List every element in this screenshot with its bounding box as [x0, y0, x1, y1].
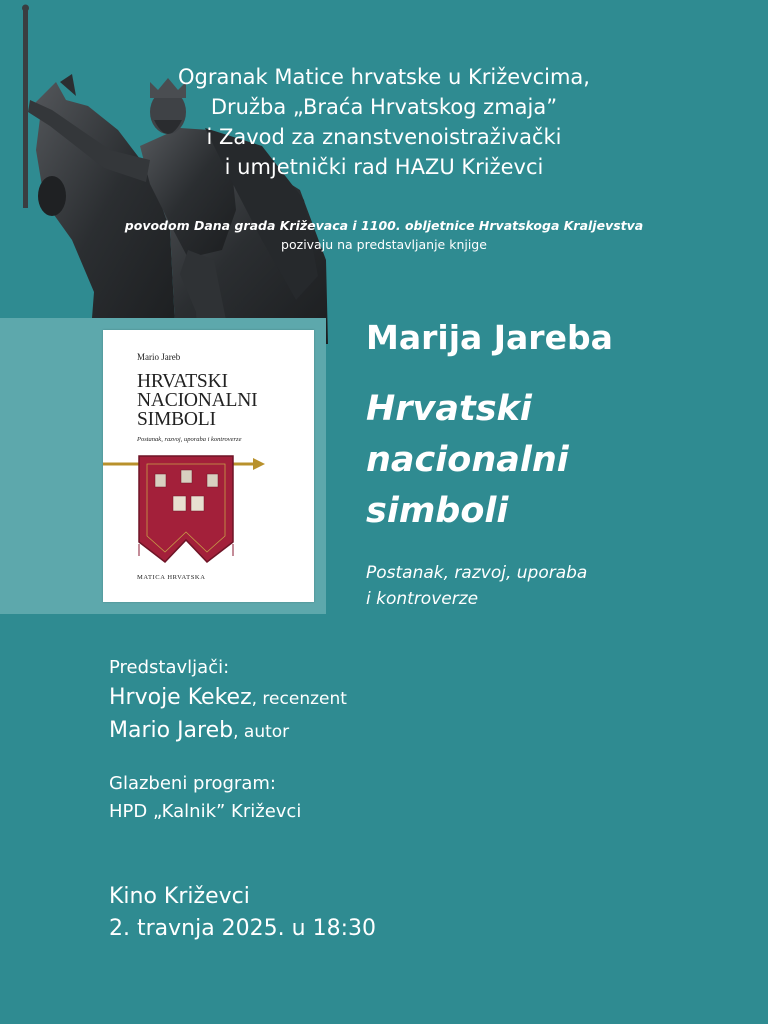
invite-text: pozivaju na predstavljanje knjige	[281, 237, 487, 252]
banner-flag-image	[103, 448, 314, 568]
event-venue: Kino Križevci	[109, 884, 250, 909]
presenter-item	[109, 685, 347, 710]
book-subtitle-line: Postanak, razvoj, uporaba	[366, 563, 588, 583]
cover-subtitle: Postanak, razvoj, uporaba i kontroverze	[137, 436, 242, 443]
book-title-line: nacionalni	[366, 440, 569, 480]
presenter-role: , autor	[233, 722, 290, 742]
book-author: Marija Jareba	[366, 318, 613, 357]
cover-title-line: HRVATSKI	[137, 371, 228, 392]
cover-title-line: NACIONALNI	[137, 390, 258, 411]
presenter-name: Hrvoje Kekez	[109, 685, 252, 710]
cover-author: Mario Jareb	[137, 352, 181, 362]
book-title-line: simboli	[366, 491, 509, 531]
book-cover	[103, 330, 314, 602]
organizers-line: i umjetnički rad HAZU Križevci	[224, 155, 544, 179]
organizers-line: i Zavod za znanstvenoistraživački	[206, 125, 562, 149]
book-title-line: Hrvatski	[366, 389, 532, 429]
cover-title	[137, 372, 257, 429]
book-subtitle	[366, 560, 587, 612]
presenter-item	[109, 718, 289, 743]
occasion-text: povodom Dana grada Križevaca i 1100. obljetnice Hrvatskoga Kraljevstva	[124, 218, 644, 233]
organizers-line: Ogranak Matice hrvatske u Križevcima,	[178, 65, 590, 89]
cover-publisher: MATICA HRVATSKA	[137, 574, 206, 581]
cover-title-line: SIMBOLI	[137, 409, 216, 430]
book-subtitle-line: i kontroverze	[366, 589, 479, 609]
music-value: HPD „Kalnik” Križevci	[109, 801, 302, 822]
presenter-name: Mario Jareb	[109, 718, 234, 743]
music-label: Glazbeni program:	[109, 773, 276, 794]
event-datetime: 2. travnja 2025. u 18:30	[109, 916, 376, 941]
presenters-label: Predstavljači:	[109, 657, 230, 678]
book-title	[366, 384, 569, 537]
presenter-role: , recenzent	[251, 689, 347, 709]
organizers-line: Družba „Braća Hrvatskog zmaja”	[210, 95, 558, 119]
organizers-heading	[0, 62, 768, 182]
